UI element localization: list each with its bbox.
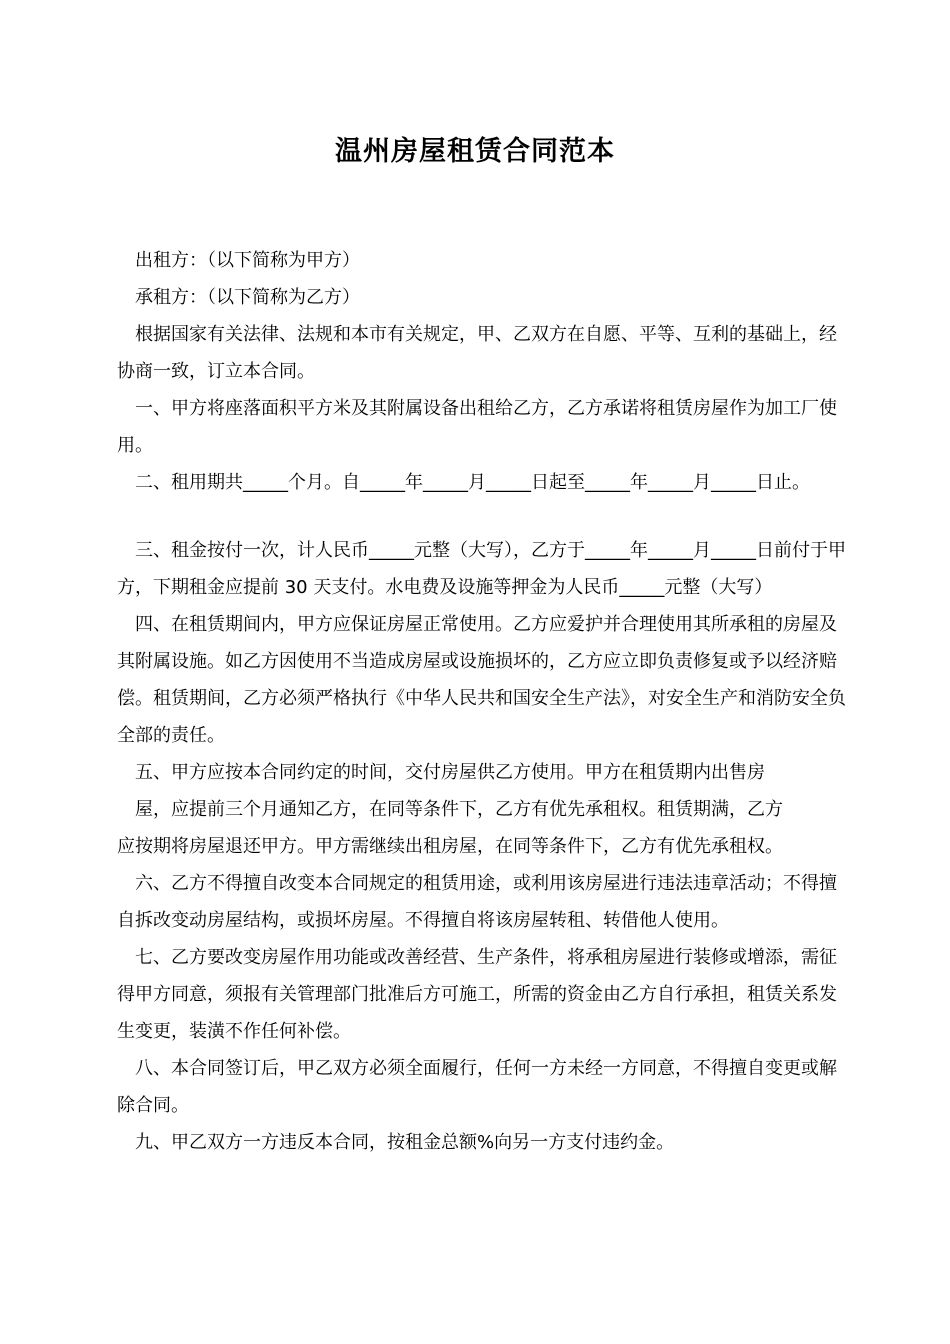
clause-5-line-1: 五、甲方应按本合同约定的时间，交付房屋供乙方使用。甲方在租赁期内出售房: [135, 762, 765, 783]
clause-8: 八、本合同签订后，甲乙双方必须全面履行，任何一方未经一方同意，不得擅自变更或解除合同。: [117, 1058, 837, 1116]
clause-1: 一、甲方将座落面积平方米及其附属设备出租给乙方，乙方承诺将租赁房屋作为加工厂使用。: [117, 398, 837, 456]
clause-5-line-2: 屋，应提前三个月通知乙方，在同等条件下，乙方有优先承租权。租赁期满，乙方: [135, 799, 783, 820]
clause-7: 七、乙方要改变房屋作用功能或改善经营、生产条件，将承租房屋进行装修或增添，需征得甲方同意，须报有关管理部门批准后方可施工，所需的资金由乙方自行承担，租赁关系发生变更，装潢不作任何补偿。: [117, 947, 837, 1042]
clause-4: 四、在租赁期间内，甲方应保证房屋正常使用。乙方应爱护并合理使用其所承租的房屋及其附属设施。如乙方因使用不当造成房屋或设施损坏的，乙方应立即负责修复或予以经济赔偿。租赁期间，乙方必须严格执行《中华人民共和国安全生产法》，对安全生产和消防安全负全部的责任。: [117, 614, 846, 746]
clause-2: 二、租用期共_____个月。自_____年_____月_____日起至_____年_____月_____日止。: [135, 472, 810, 493]
clause-5-line-3: 应按期将房屋退还甲方。甲方需继续出租房屋，在同等条件下，乙方有优先承租权。: [117, 836, 783, 857]
clause-6: 六、乙方不得擅自改变本合同规定的租赁用途，或利用该房屋进行违法违章活动；不得擅自拆改变动房屋结构，或损坏房屋。不得擅自将该房屋转租、转借他人使用。: [117, 873, 837, 931]
clause-9: 九、甲乙双方一方违反本合同，按租金总额%向另一方支付违约金。: [135, 1132, 675, 1153]
lessor-line: 出租方：（以下简称为甲方）: [135, 250, 360, 271]
preamble-paragraph: 根据国家有关法律、法规和本市有关规定，甲、乙双方在自愿、平等、互利的基础上，经协商一致，订立本合同。: [117, 324, 837, 382]
document-body: [117, 242, 849, 1161]
document-title: 温州房屋租赁合同范本: [335, 136, 615, 167]
clause-3: 三、租金按付一次，计人民币_____元整（大写），乙方于_____年_____月_____日前付于甲方，下期租金应提前 30 天支付。水电费及设施等押金为人民币_____元整（大写）: [117, 540, 846, 598]
lessee-line: 承租方：（以下简称为乙方）: [135, 287, 360, 308]
